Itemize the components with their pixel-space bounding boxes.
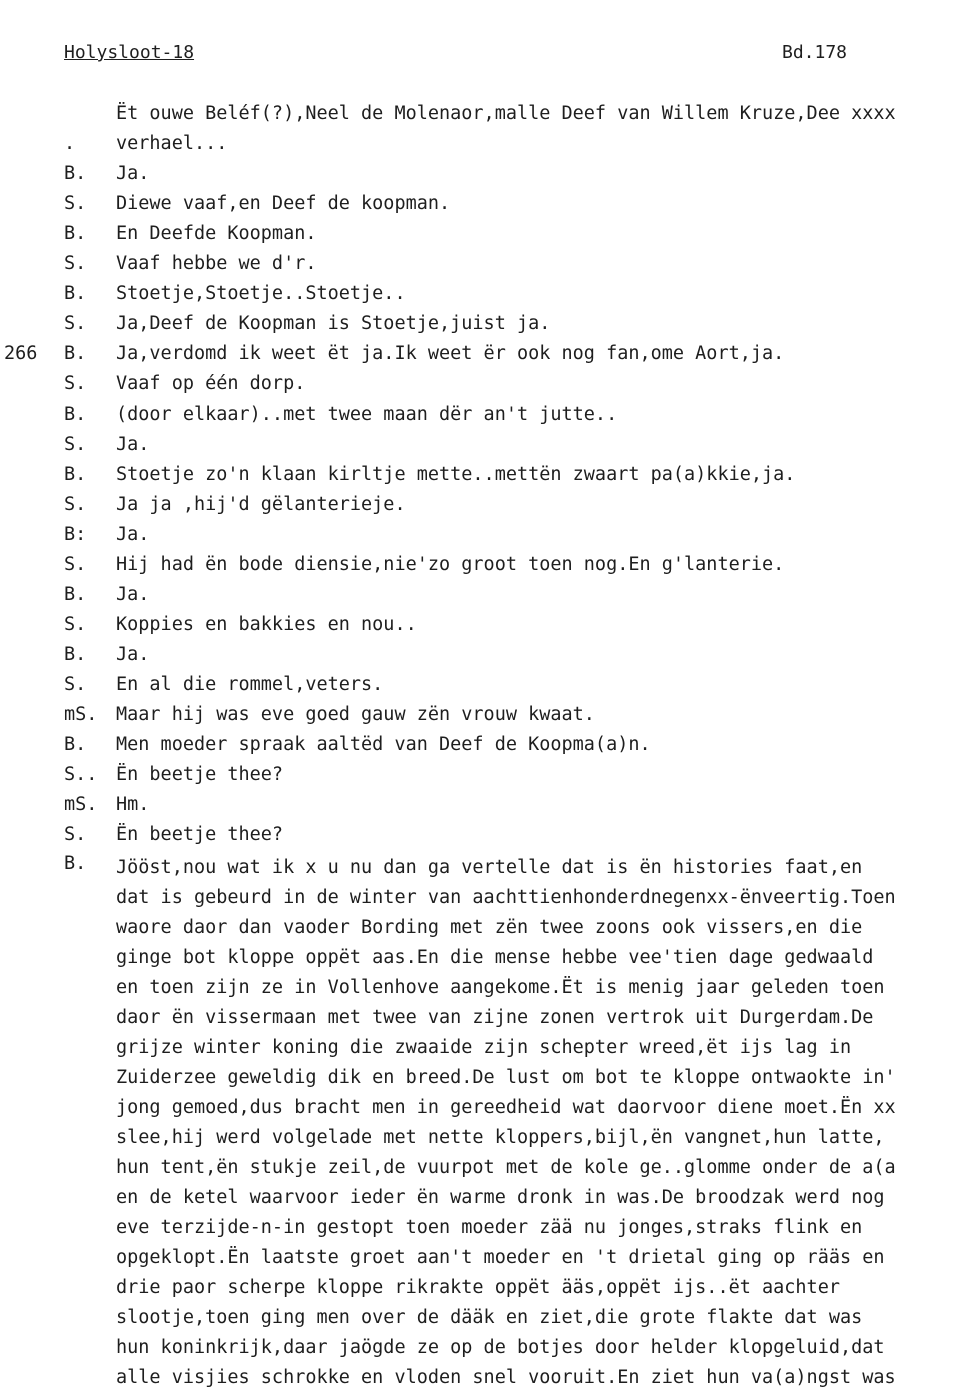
story-line: hun koninkrijk,daar jaögde ze op de botjes door helder klopgeluid,dat: [116, 1337, 885, 1358]
speaker-label: B.: [64, 223, 87, 244]
story-line: jong gemoed,dus bracht men in gereedheid wat daorvoor diene moet.Ën xx: [116, 1097, 896, 1118]
document-title: Holysloot-18: [64, 42, 195, 63]
speaker-label: B:: [64, 524, 87, 545]
utterance-text: Ja.: [116, 644, 150, 665]
story-line: slee,hij werd volgelade met nette kloppers,bijl,ën vangnet,hun latte,: [116, 1127, 885, 1148]
utterance-text: Ja,verdomd ik weet ët ja.Ik weet ër ook nog fan,ome Aort,ja.: [116, 343, 785, 364]
utterance-text: Hm.: [116, 794, 150, 815]
story-line: daor ën vissermaan met twee van zijne zonen vertrok uit Durgerdam.De: [116, 1007, 874, 1028]
speaker-label: S.: [64, 373, 87, 394]
story-line: grijze winter koning die zwaaide zijn schepter wreed,ët ijs lag in: [116, 1037, 852, 1058]
story-line: slootje,toen ging men over de dääk en ziet,die grote flakte dat was: [116, 1307, 863, 1328]
speaker-label: S.: [64, 674, 87, 695]
story-line: Zuiderzee geweldig dik en breed.De lust om bot te kloppe ontwaokte in': [116, 1067, 896, 1088]
utterance-text: Maar hij was eve goed gauw zën vrouw kwaat.: [116, 704, 595, 725]
utterance-text: Ën beetje thee?: [116, 764, 284, 785]
utterance-text: Ja.: [116, 524, 150, 545]
speaker-label: S.: [64, 253, 87, 274]
utterance-text: En al die rommel,veters.: [116, 674, 384, 695]
utterance-text: (door elkaar)..met twee maan dër an't jutte..: [116, 404, 618, 425]
utterance-text: Ja.: [116, 163, 150, 184]
story-line: drie paor scherpe kloppe rikrakte oppët ääs,oppët ijs..ët aachter: [116, 1277, 840, 1298]
speaker-label: S.: [64, 434, 87, 455]
story-line: dat is gebeurd in de winter van aachttienhonderdnegenxx-ënveertig.Toen: [116, 887, 896, 908]
speaker-label: B.: [64, 163, 87, 184]
speaker-label: S.: [64, 193, 87, 214]
utterance-text: Ja ja ,hij'd gëlanterieje.: [116, 494, 406, 515]
utterance-text: Vaaf hebbe we d'r.: [116, 253, 317, 274]
speaker-label: mS.: [64, 704, 98, 725]
utterance-text: Vaaf op één dorp.: [116, 373, 306, 394]
story-line: Jööst,nou wat ik x u nu dan ga vertelle dat is ën histories faat,en: [116, 857, 863, 878]
utterance-text: Diewe vaaf,en Deef de koopman.: [116, 193, 451, 214]
story-line: en de ketel waarvoor ieder ën warme dronk in was.De broodzak werd nog: [116, 1187, 885, 1208]
speaker-label: S.: [64, 824, 87, 845]
speaker-label: B.: [64, 644, 87, 665]
story-line: opgeklopt.Ën laatste groet aan't moeder en 't drietal ging op rääs en: [116, 1247, 885, 1268]
utterance-text: Ja.: [116, 584, 150, 605]
utterance-text: Koppies en bakkies en nou..: [116, 614, 417, 635]
utterance-text: Hij had ën bode diensie,nie'zo groot toen nog.En g'lanterie.: [116, 554, 785, 575]
utterance-text: verhael...: [116, 133, 228, 154]
speaker-label: B.: [64, 584, 87, 605]
speaker-label: S.: [64, 494, 87, 515]
speaker-label: S.: [64, 614, 87, 635]
line-number: 266: [4, 343, 38, 364]
speaker-label: .: [64, 133, 76, 154]
utterance-text: Ën beetje thee?: [116, 824, 284, 845]
utterance-text: Stoetje,Stoetje..Stoetje..: [116, 283, 406, 304]
speaker-label: S..: [64, 764, 98, 785]
utterance-text: Men moeder spraak aaltëd van Deef de Koopma(a)n.: [116, 734, 651, 755]
utterance-text: Ët ouwe Beléf(?),Neel de Molenaor,malle Deef van Willem Kruze,Dee xxxx: [116, 103, 896, 124]
story-line: eve terzijde-n-in gestopt toen moeder zää nu jonges,straks flink en: [116, 1217, 863, 1238]
speaker-label: B.: [64, 464, 87, 485]
utterance-text: En Deefde Koopman.: [116, 223, 317, 244]
story-line: en toen zijn ze in Vollenhove aangekome.Ët is menig jaar geleden toen: [116, 977, 885, 998]
utterance-text: Ja,Deef de Koopman is Stoetje,juist ja.: [116, 313, 551, 334]
story-line: waore daor dan vaoder Bording met zën twee zoons ook vissers,en die: [116, 917, 863, 938]
speaker-label: B.: [64, 734, 87, 755]
speaker-label: B.: [64, 853, 87, 874]
page-reference: Bd.178: [782, 42, 848, 63]
speaker-label: B.: [64, 404, 87, 425]
speaker-label: mS.: [64, 794, 98, 815]
story-paragraph: [116, 853, 976, 1393]
story-line: hun tent,ën stukje zeil,de vuurpot met de kole ge..glomme onder de a(a: [116, 1157, 896, 1178]
utterance-text: Ja.: [116, 434, 150, 455]
speaker-label: S.: [64, 554, 87, 575]
story-line: ginge bot kloppe oppët aas.En die mense hebbe vee'tien dage gedwaald: [116, 947, 874, 968]
speaker-label: S.: [64, 313, 87, 334]
speaker-label: B.: [64, 283, 87, 304]
story-line: alle visjies schrokke en vloden snel vooruit.En ziet hun va(a)ngst was: [116, 1367, 896, 1388]
utterance-text: Stoetje zo'n klaan kirltje mette..mettën zwaart pa(a)kkie,ja.: [116, 464, 796, 485]
speaker-label: B.: [64, 343, 87, 364]
